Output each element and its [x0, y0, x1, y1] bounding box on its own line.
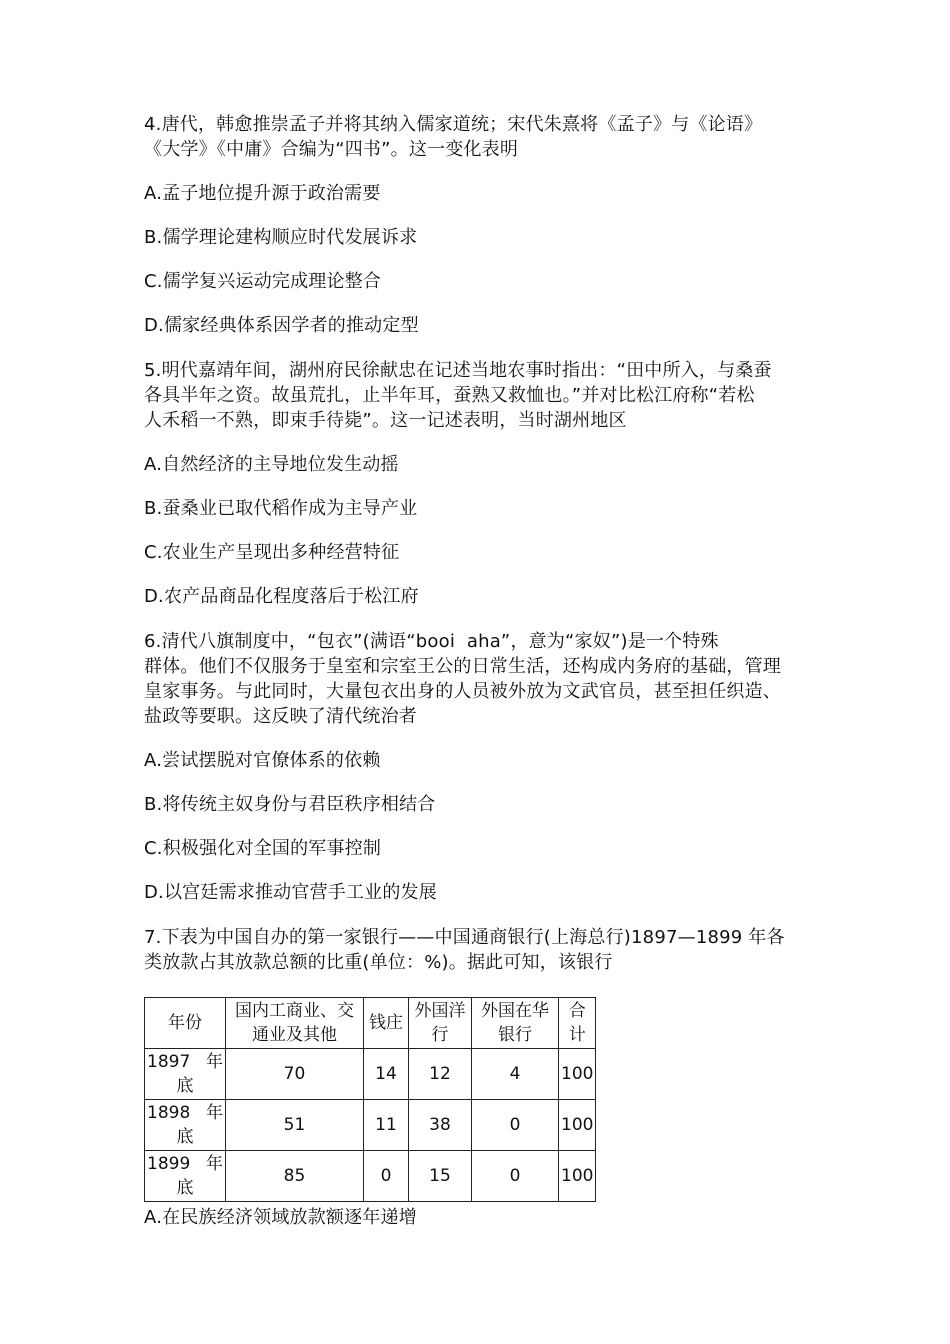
cell-qianzhuang: 14	[364, 1049, 409, 1100]
cell-domestic: 70	[226, 1049, 364, 1100]
cell-domestic: 85	[226, 1151, 364, 1202]
stem-line: 5.明代嘉靖年间，湖州府民徐献忠在记述当地农事时指出：“田中所入，与桑蚕	[144, 360, 772, 381]
cell-year	[145, 1049, 226, 1100]
table-row	[145, 1151, 596, 1202]
option-5b: B.蚕桑业已取代稻作成为主导产业	[144, 498, 418, 519]
stem-line: 盐政等要职。这反映了清代统治者	[144, 706, 417, 727]
cell-foreign-hong: 38	[409, 1100, 472, 1151]
option-4d: D.儒家经典体系因学者的推动定型	[144, 315, 419, 336]
stem-line: 类放款占其放款总额的比重(单位：%)。据此可知，该银行	[144, 952, 613, 973]
cell-year	[145, 1151, 226, 1202]
header-total-line2: 计	[568, 1025, 586, 1045]
table-row	[145, 1049, 596, 1100]
header-total	[559, 998, 596, 1049]
year-suffix: 底	[176, 1127, 194, 1147]
question-7-stem	[144, 925, 834, 975]
question-5	[144, 358, 834, 609]
option-4c: C.儒学复兴运动完成理论整合	[144, 271, 382, 292]
header-qianzhuang: 钱庄	[364, 998, 409, 1049]
year-unit: 年	[206, 1103, 223, 1123]
option-6d: D.以宫廷需求推动官营手工业的发展	[144, 882, 437, 903]
year-unit: 年	[206, 1052, 223, 1072]
header-year: 年份	[145, 998, 226, 1049]
table-header-row	[145, 998, 596, 1049]
cell-total: 100	[559, 1151, 596, 1202]
option-7a: A.在民族经济领域放款额逐年递增	[144, 1207, 417, 1228]
year-number: 1898	[147, 1103, 191, 1123]
header-foreign-hong	[409, 998, 472, 1049]
option-5d: D.农产品商品化程度落后于松江府	[144, 586, 419, 607]
option-6c: C.积极强化对全国的军事控制	[144, 838, 382, 859]
year-suffix: 底	[176, 1076, 194, 1096]
stem-line: 7.下表为中国自办的第一家银行——中国通商银行(上海总行)1897—1899 年各	[144, 927, 785, 948]
stem-line: 各具半年之资。故虽荒扎，止半年耳，蚕熟又救恤也。”并对比松江府称“若松	[144, 385, 755, 406]
header-domestic-line1: 国内工商业、交	[235, 1001, 354, 1021]
year-number: 1897	[147, 1052, 191, 1072]
header-domestic	[226, 998, 364, 1049]
loan-share-table	[144, 997, 596, 1202]
cell-qianzhuang: 11	[364, 1100, 409, 1151]
header-foreign-bank-line2: 银行	[498, 1025, 532, 1045]
stem-line: 皇家事务。与此同时，大量包衣出身的人员被外放为文武官员，甚至担任织造、	[144, 681, 781, 702]
stem-line: 群体。他们不仅服务于皇室和宗室王公的日常生活，还构成内务府的基础，管理	[144, 656, 781, 677]
stem-line: 《大学》《中庸》合编为“四书”。这一变化表明	[144, 139, 519, 160]
cell-foreign-bank: 0	[472, 1151, 559, 1202]
header-total-line1: 合	[568, 1001, 586, 1021]
question-5-stem	[144, 358, 834, 433]
year-unit: 年	[206, 1154, 223, 1174]
year-number: 1899	[147, 1154, 191, 1174]
question-6	[144, 629, 834, 905]
stem-line: 4.唐代，韩愈推崇孟子并将其纳入儒家道统；宋代朱熹将《孟子》与《论语》	[144, 114, 763, 135]
header-foreign-hong-line2: 行	[431, 1025, 449, 1045]
question-7	[144, 925, 834, 1230]
stem-line: 人禾稻一不熟，即束手待毙”。这一记述表明，当时湖州地区	[144, 410, 627, 431]
cell-year	[145, 1100, 226, 1151]
header-foreign-bank-line1: 外国在华	[481, 1001, 549, 1021]
cell-total: 100	[559, 1049, 596, 1100]
cell-foreign-hong: 15	[409, 1151, 472, 1202]
option-5a: A.自然经济的主导地位发生动摇	[144, 454, 399, 475]
header-foreign-bank	[472, 998, 559, 1049]
question-4	[144, 112, 834, 338]
question-4-stem	[144, 112, 834, 162]
question-6-stem	[144, 629, 834, 729]
stem-line: 6.清代八旗制度中，“包衣”(满语“booi aha”，意为“家奴”)是一个特殊	[144, 631, 719, 652]
option-6a: A.尝试摆脱对官僚体系的依赖	[144, 750, 381, 771]
option-4a: A.孟子地位提升源于政治需要	[144, 183, 381, 204]
year-suffix: 底	[176, 1178, 194, 1198]
option-5c: C.农业生产呈现出多种经营特征	[144, 542, 400, 563]
cell-domestic: 51	[226, 1100, 364, 1151]
exam-page	[144, 112, 834, 1230]
cell-qianzhuang: 0	[364, 1151, 409, 1202]
header-foreign-hong-line1: 外国洋	[414, 1001, 466, 1021]
cell-foreign-bank: 0	[472, 1100, 559, 1151]
table-row	[145, 1100, 596, 1151]
cell-foreign-bank: 4	[472, 1049, 559, 1100]
option-6b: B.将传统主奴身份与君臣秩序相结合	[144, 794, 436, 815]
option-4b: B.儒学理论建构顺应时代发展诉求	[144, 227, 418, 248]
cell-total: 100	[559, 1100, 596, 1151]
header-domestic-line2: 通业及其他	[252, 1025, 337, 1045]
cell-foreign-hong: 12	[409, 1049, 472, 1100]
